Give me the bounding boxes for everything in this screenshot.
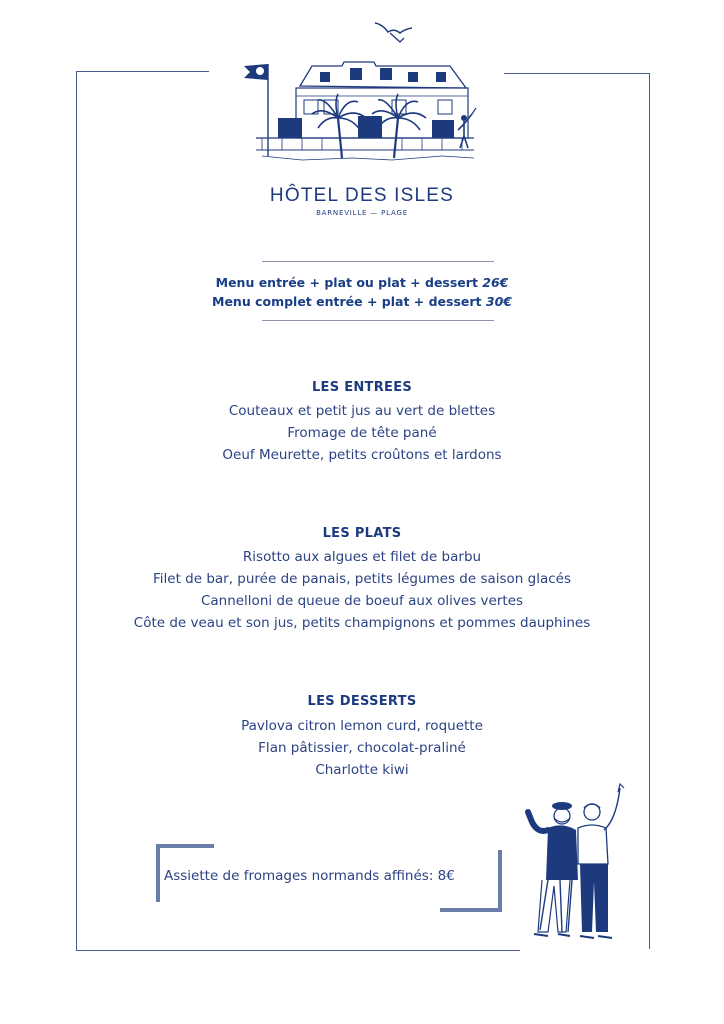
list-item: Flan pâtissier, chocolat-praliné bbox=[258, 740, 466, 756]
section-title-plats: LES PLATS bbox=[322, 526, 402, 541]
list-item: Cannelloni de queue de boeuf aux olives vertes bbox=[200, 593, 524, 609]
section-title-entrees: LES ENTREES bbox=[311, 380, 413, 395]
menu-offer-2 bbox=[0, 292, 724, 311]
hotel-name: HÔTEL DES ISLES bbox=[269, 185, 455, 206]
cheese-box-corner-top bbox=[156, 844, 214, 848]
divider-bottom bbox=[262, 320, 494, 321]
divider-top bbox=[262, 261, 494, 262]
cheese-offer: Assiette de fromages normands affinés: 8€ bbox=[164, 868, 455, 884]
hotel-illustration bbox=[242, 56, 482, 164]
list-item: Charlotte kiwi bbox=[315, 762, 409, 778]
menu-offer-2-price: 30€ bbox=[485, 294, 512, 309]
cheese-box-corner-right bbox=[498, 850, 502, 912]
section-title-desserts: LES DESSERTS bbox=[307, 694, 417, 709]
cheese-box-corner-bottom bbox=[440, 908, 502, 912]
list-item: Fromage de tête pané bbox=[287, 425, 437, 441]
menu-offer-1-price: 26€ bbox=[482, 275, 509, 290]
menu-offer-2-label: Menu complet entrée + plat + dessert bbox=[212, 294, 482, 309]
list-item: Risotto aux algues et filet de barbu bbox=[242, 549, 482, 565]
men-waving-illustration bbox=[520, 782, 630, 952]
list-item: Pavlova citron lemon curd, roquette bbox=[241, 718, 483, 734]
frame-top-right bbox=[504, 73, 650, 74]
menu-offer-1 bbox=[0, 273, 724, 292]
frame-bottom bbox=[76, 950, 520, 951]
list-item: Côte de veau et son jus, petits champignons et pommes dauphines bbox=[133, 615, 591, 631]
list-item: Filet de bar, purée de panais, petits légumes de saison glacés bbox=[152, 571, 572, 587]
cheese-box-corner-left bbox=[156, 844, 160, 902]
frame-top-left bbox=[76, 71, 209, 72]
list-item: Oeuf Meurette, petits croûtons et lardons bbox=[222, 447, 502, 463]
hotel-location: BARNEVILLE — PLAGE bbox=[316, 209, 408, 217]
list-item: Couteaux et petit jus au vert de blettes bbox=[228, 403, 496, 419]
menu-offer-1-label: Menu entrée + plat ou plat + dessert bbox=[215, 275, 478, 290]
seagull-icon bbox=[374, 20, 414, 46]
